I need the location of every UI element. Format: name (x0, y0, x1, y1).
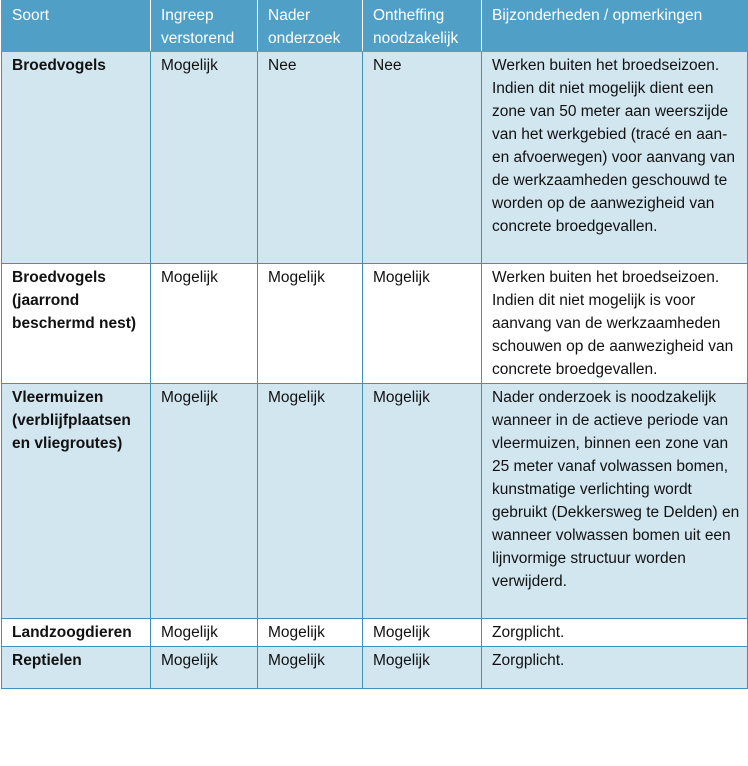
cell-ingreep: Mogelijk (151, 619, 258, 647)
cell-nader: Mogelijk (258, 647, 363, 689)
cell-opmerkingen: Werken buiten het broedseizoen. Indien dit niet mogelijk is voor aanvang van de werkzaamheden schouwen op de aanwezigheid van concrete broedgevallen. (482, 264, 748, 384)
cell-ontheffing: Nee (363, 52, 482, 264)
cell-soort: Reptielen (2, 647, 151, 689)
header-bijzonderheden: Bijzonderheden / opmerkingen (482, 1, 748, 52)
cell-opmerkingen: Werken buiten het broedseizoen. Indien dit niet mogelijk dient een zone van 50 meter aan weerszijde van het werkgebied (tracé en aan- en afvoerwegen) voor aanvang van de werkzaamheden geschouwd te worden op de aanwezigheid van concrete broedgevallen. (482, 52, 748, 264)
cell-soort: Vleermuizen (verblijfplaatsen en vliegroutes) (2, 384, 151, 619)
cell-soort: Landzoogdieren (2, 619, 151, 647)
species-table (1, 0, 748, 689)
header-soort: Soort (2, 1, 151, 52)
cell-nader: Nee (258, 52, 363, 264)
cell-opmerkingen: Zorgplicht. (482, 619, 748, 647)
cell-opmerkingen: Zorgplicht. (482, 647, 748, 689)
table-row (2, 384, 748, 619)
table-body (2, 52, 748, 689)
cell-ontheffing: Mogelijk (363, 384, 482, 619)
cell-ontheffing: Mogelijk (363, 264, 482, 384)
cell-soort: Broedvogels (jaarrond beschermd nest) (2, 264, 151, 384)
cell-ingreep: Mogelijk (151, 52, 258, 264)
cell-ontheffing: Mogelijk (363, 619, 482, 647)
cell-nader: Mogelijk (258, 264, 363, 384)
cell-ingreep: Mogelijk (151, 264, 258, 384)
cell-soort: Broedvogels (2, 52, 151, 264)
header-ingreep-verstorend: Ingreep verstorend (151, 1, 258, 52)
cell-ingreep: Mogelijk (151, 647, 258, 689)
cell-ingreep: Mogelijk (151, 384, 258, 619)
table-row (2, 619, 748, 647)
table-row (2, 647, 748, 689)
table-row (2, 52, 748, 264)
cell-opmerkingen: Nader onderzoek is noodzakelijk wanneer in de actieve periode van vleermuizen, binnen een zone van 25 meter vanaf volwassen bomen, kunstmatige verlichting wordt gebruikt (Dekkersweg te Delden) en wanneer volwassen bomen uit een lijnvormige structuur worden verwijderd. (482, 384, 748, 619)
header-nader-onderzoek: Nader onderzoek (258, 1, 363, 52)
header-ontheffing-noodzakelijk: Ontheffing noodzakelijk (363, 1, 482, 52)
cell-nader: Mogelijk (258, 619, 363, 647)
cell-ontheffing: Mogelijk (363, 647, 482, 689)
header-row (2, 1, 748, 52)
table-header (2, 1, 748, 52)
cell-nader: Mogelijk (258, 384, 363, 619)
table-row (2, 264, 748, 384)
